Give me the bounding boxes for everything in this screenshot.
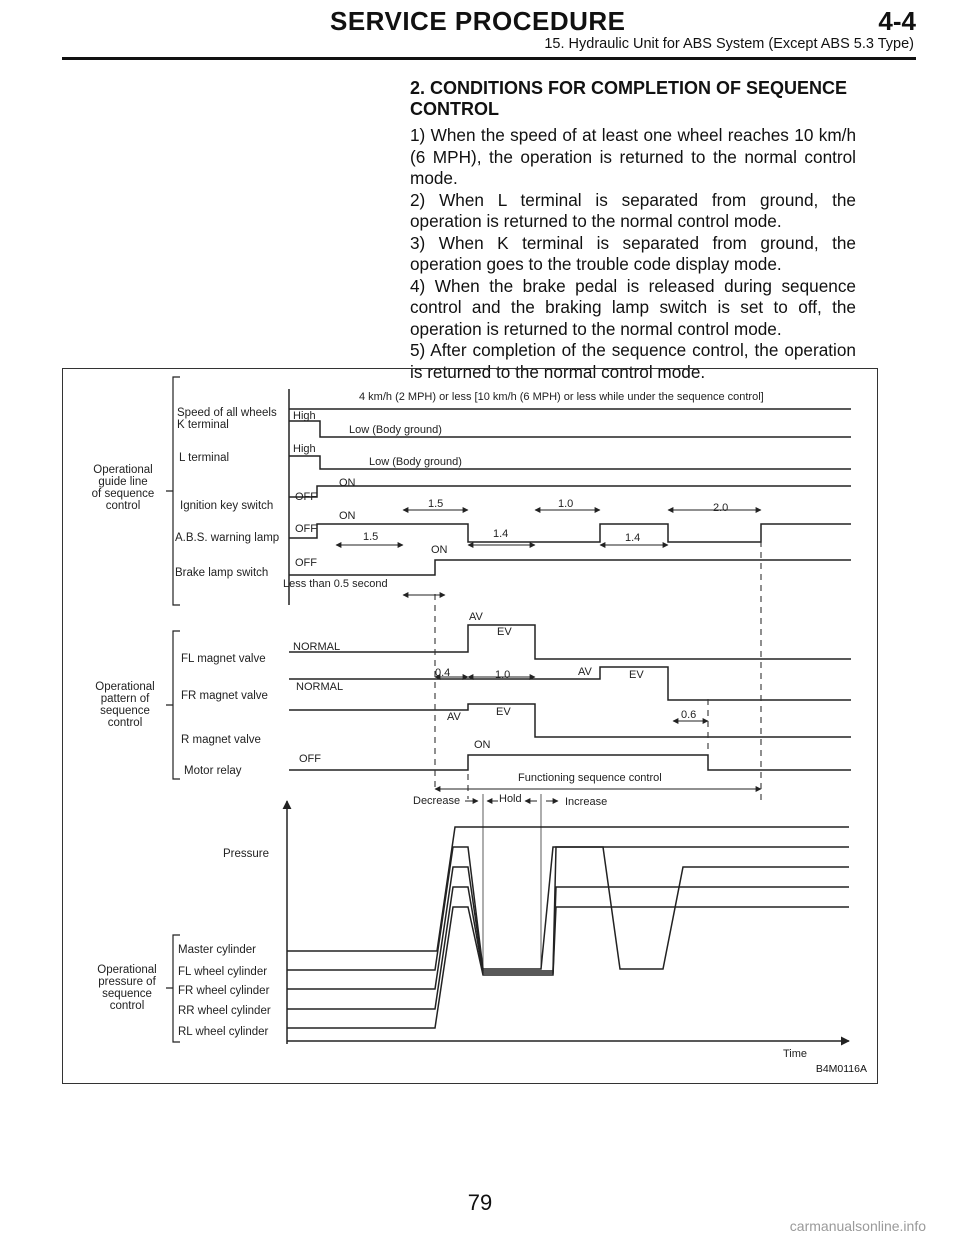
guide-label-2: guide line xyxy=(98,476,148,488)
pressure-curves xyxy=(287,801,849,1044)
pattern-label-4: control xyxy=(107,717,143,729)
pressure-label-3: sequence xyxy=(102,988,152,1000)
rr-wheel-label: RR wheel cylinder xyxy=(178,1005,271,1017)
lamp-on: ON xyxy=(339,510,356,522)
r-ev: EV xyxy=(496,706,511,718)
hold-label: Hold xyxy=(499,793,522,805)
increase-label: Increase xyxy=(565,796,608,808)
conditions-list xyxy=(410,125,856,383)
guide-label-1: Operational xyxy=(93,464,153,476)
interval-1-0-fl: 1.0 xyxy=(495,669,511,681)
functioning-label: Functioning sequence control xyxy=(518,772,662,784)
group-brackets xyxy=(166,377,180,1042)
motor-wave xyxy=(289,755,851,770)
pattern-label-1: Operational xyxy=(95,681,155,693)
diagram-annotations xyxy=(283,391,807,1060)
interval-arrows xyxy=(336,510,761,789)
signal-labels xyxy=(175,407,279,1038)
fr-av: AV xyxy=(578,666,592,678)
master-curve xyxy=(287,827,849,951)
ignition-label: Ignition key switch xyxy=(180,500,274,512)
fl-ev: EV xyxy=(497,626,512,638)
fr-wheel-curve xyxy=(287,847,849,989)
abs-lamp-label: A.B.S. warning lamp xyxy=(175,532,280,544)
pressure-axis-label: Pressure xyxy=(223,848,270,860)
rr-wheel-curve xyxy=(287,887,849,1009)
motor-label: Motor relay xyxy=(184,765,242,777)
interval-1-5-a: 1.5 xyxy=(428,498,444,510)
fr-wheel-label: FR wheel cylinder xyxy=(178,985,270,997)
section-subtitle: 15. Hydraulic Unit for ABS System (Except ABS 5.3 Type) xyxy=(544,36,914,52)
motor-off: OFF xyxy=(299,753,321,765)
time-label: Time xyxy=(783,1048,808,1060)
interval-1-5-b: 1.5 xyxy=(363,531,379,543)
timing-diagram xyxy=(62,368,878,1084)
r-valve-wave xyxy=(289,704,851,737)
heading-line-1: 2. CONDITIONS FOR COMPLETION OF SEQUENCE xyxy=(410,78,848,98)
low-k: Low (Body ground) xyxy=(349,424,442,436)
fr-ev: EV xyxy=(629,669,644,681)
fl-wheel-label: FL wheel cylinder xyxy=(178,966,268,978)
guide-label-3: of sequence xyxy=(91,488,155,500)
fr-normal: NORMAL xyxy=(296,681,344,693)
brake-off: OFF xyxy=(295,557,317,569)
speed-note: 4 km/h (2 MPH) or less [10 km/h (6 MPH) or less while under the sequence control] xyxy=(359,391,764,403)
section-title: SERVICE PROCEDURE xyxy=(330,6,626,36)
pattern-label-2: pattern of xyxy=(100,693,150,705)
marker-lines xyxy=(435,541,761,804)
brake-lamp-label: Brake lamp switch xyxy=(175,567,269,579)
condition-item: 2) When L terminal is separated from ground, the operation is returned to the normal control mode. xyxy=(410,189,856,231)
watermark: carmanualsonline.info xyxy=(789,1218,926,1234)
brake-on: ON xyxy=(431,544,448,556)
low-l: Low (Body ground) xyxy=(369,456,462,468)
section-heading xyxy=(410,78,856,120)
r-valve-label: R magnet valve xyxy=(181,734,261,746)
phase-guides xyxy=(483,794,541,969)
ignition-wave xyxy=(289,486,851,497)
guide-label-4: control xyxy=(105,500,141,512)
pattern-label-3: sequence xyxy=(100,705,150,717)
high-k: High xyxy=(293,410,316,422)
lamp-off: OFF xyxy=(295,523,317,535)
condition-item: 1) When the speed of at least one wheel reaches 10 km/h (6 MPH), the operation is returned to the normal control mode. xyxy=(410,125,856,188)
fl-valve-label: FL magnet valve xyxy=(181,653,266,665)
less-than-note: Less than 0.5 second xyxy=(283,578,388,590)
interval-2-0: 2.0 xyxy=(713,502,729,514)
speed-label: Speed of all wheels xyxy=(177,407,277,419)
master-label: Master cylinder xyxy=(178,944,256,956)
interval-1-0: 1.0 xyxy=(558,498,574,510)
k-terminal-label: K terminal xyxy=(177,419,229,431)
figure-id: B4M0116A xyxy=(815,1063,867,1075)
interval-1-4-b: 1.4 xyxy=(625,532,641,544)
ignition-off: OFF xyxy=(295,491,317,503)
fr-valve-wave xyxy=(289,667,851,700)
fl-normal: NORMAL xyxy=(293,641,341,653)
heading-line-2: CONTROL xyxy=(410,99,499,119)
header-rule xyxy=(62,57,916,60)
fl-valve-wave xyxy=(289,625,851,659)
condition-item: 4) When the brake pedal is released during sequence control and the braking lamp switch is set to off, the operation is returned to the normal control mode. xyxy=(410,275,856,339)
rl-wheel-label: RL wheel cylinder xyxy=(178,1026,269,1038)
high-l: High xyxy=(293,443,316,455)
timing-diagram-svg xyxy=(63,369,879,1085)
interval-0-6: 0.6 xyxy=(681,709,697,721)
section-number: 4-4 xyxy=(878,6,916,36)
l-terminal-label: L terminal xyxy=(179,452,230,464)
pressure-label-1: Operational xyxy=(97,964,157,976)
group-labels xyxy=(92,464,157,1012)
ignition-on: ON xyxy=(339,477,356,489)
interval-0-4: 0.4 xyxy=(435,667,451,679)
condition-item: 5) After completion of the sequence control, the operation is returned to the normal control mode. xyxy=(410,340,856,382)
rl-wheel-curve xyxy=(287,907,849,1028)
condition-item: 3) When K terminal is separated from ground, the operation goes to the trouble code display mode. xyxy=(410,232,856,274)
r-av: AV xyxy=(447,711,461,723)
brake-lamp-wave xyxy=(289,560,851,575)
decrease-label: Decrease xyxy=(413,795,461,807)
fr-valve-label: FR magnet valve xyxy=(181,690,268,702)
motor-on: ON xyxy=(474,739,491,751)
page-number: 79 xyxy=(467,1190,493,1215)
pressure-label-2: pressure of xyxy=(98,976,156,988)
fl-av: AV xyxy=(469,611,483,623)
interval-1-4-a: 1.4 xyxy=(493,528,509,540)
pressure-label-4: control xyxy=(109,1000,145,1012)
